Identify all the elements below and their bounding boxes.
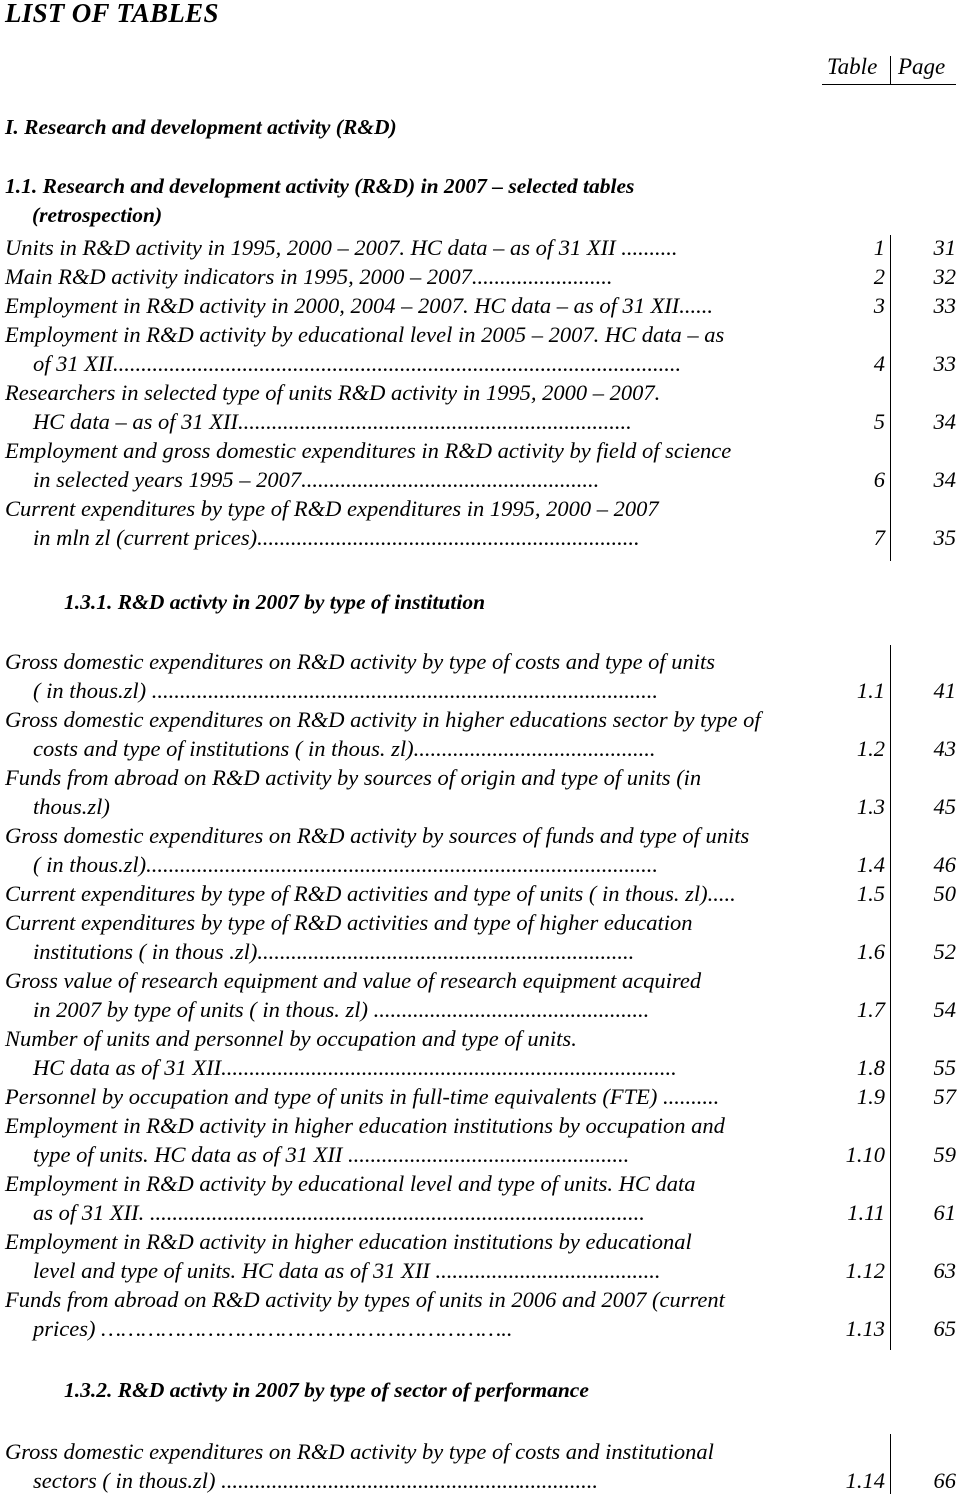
toc-entry-text: Number of units and personnel by occupation and type of units. [5, 1026, 577, 1051]
toc-page-number: 59 [933, 1142, 956, 1167]
toc-entry-text-cont-label: HC data as of 31 XII [33, 1055, 222, 1080]
toc-entry-title [0, 1437, 820, 1495]
toc-entry-text-cont [5, 1314, 820, 1343]
toc-leader-dots: ................................................. [367, 997, 650, 1022]
toc-entry-text-cont [5, 407, 820, 436]
toc-entry-text-cont [5, 734, 820, 763]
toc-table-number: 1.5 [856, 881, 885, 906]
toc-entry-text-cont-label: HC data – as of 31 XII [33, 409, 238, 434]
toc-table-number: 1.3 [856, 794, 885, 819]
toc-entry-text: Funds from abroad on R&D activity by sources of origin and type of units (in [5, 765, 702, 790]
toc-entry-text: Gross value of research equipment and value of research equipment acquired [5, 968, 702, 993]
toc-table-number: 1.12 [845, 1258, 885, 1283]
column-header-table: Table [827, 54, 878, 79]
toc-entry-text-cont-label: in selected years 1995 – 2007 [33, 467, 302, 492]
toc-entry-text: Gross domestic expenditures on R&D activity by type of costs and type of units [5, 649, 716, 674]
toc-table-number: 1.14 [845, 1468, 885, 1493]
toc-entry [0, 705, 960, 763]
toc-entry-text: Employment in R&D activity in higher education institutions by occupation and [5, 1113, 725, 1138]
toc-page-number: 63 [933, 1258, 956, 1283]
toc-entry-text-cont-label: sectors ( in thous.zl) [33, 1468, 216, 1493]
toc-entry-title [0, 966, 820, 1024]
toc-entry [0, 879, 960, 908]
toc-entry [0, 378, 960, 436]
toc-entry-text-cont [5, 349, 820, 378]
toc-entry [0, 291, 960, 320]
toc-entry-text-cont [5, 995, 820, 1024]
toc-entry-title [0, 879, 820, 908]
toc-entry-text-cont [5, 1053, 820, 1082]
toc-entry [0, 494, 960, 552]
toc-entry [0, 1024, 960, 1082]
toc-page-number: 43 [933, 736, 956, 761]
toc-entry-text: Gross domestic expenditures on R&D activity in higher educations sector by type of [5, 707, 761, 732]
toc-entry [0, 1227, 960, 1285]
toc-leader-dots: …………………………………………………….. [95, 1316, 513, 1341]
toc-page-number: 65 [933, 1316, 956, 1341]
toc-page-number: 61 [933, 1200, 956, 1225]
toc-entry [0, 966, 960, 1024]
toc-entry-text-cont-label: level and type of units. HC data as of 31 XII [33, 1258, 430, 1283]
toc-entry-title [0, 378, 820, 436]
toc-entry [0, 1111, 960, 1169]
toc-entry-title [0, 821, 820, 879]
toc-entry-text-cont [5, 1198, 820, 1227]
section-heading-1-1: 1.1. Research and development activity (R&D) in 2007 – selected tables [5, 174, 635, 198]
toc-page-number: 41 [933, 678, 956, 703]
toc-entry-text: Current expenditures by type of R&D expenditures in 1995, 2000 – 2007 [5, 496, 659, 521]
toc-entry-text: Researchers in selected type of units R&D activity in 1995, 2000 – 2007. [5, 380, 661, 405]
toc-entry [0, 1082, 960, 1111]
toc-page-number: 54 [933, 997, 956, 1022]
toc-entry-text: Employment in R&D activity in higher education institutions by educational [5, 1229, 692, 1254]
toc-table-number: 1.10 [845, 1142, 885, 1167]
toc-entry-text-cont [5, 465, 820, 494]
toc-entry-text: Employment in R&D activity by educational level and type of units. HC data [5, 1171, 696, 1196]
toc-entry-text: Employment in R&D activity in 2000, 2004 – 2007. HC data – as of 31 XII [5, 293, 680, 318]
toc-group-2 [0, 647, 960, 1343]
toc-entry-text: Units in R&D activity in 1995, 2000 – 2007. HC data – as of 31 XII [5, 235, 622, 260]
toc-entry-text-cont-label: ( in thous.zl) [33, 852, 147, 877]
toc-table-number: 2 [873, 264, 885, 289]
section-heading-1-1-cont: (retrospection) [32, 203, 163, 227]
toc-page-number: 52 [933, 939, 956, 964]
toc-leader-dots: .......... [657, 1084, 720, 1109]
toc-entry-text-cont-label: costs and type of institutions ( in thous. zl) [33, 736, 414, 761]
toc-entry-text-cont-label: of 31 XII [33, 351, 113, 376]
toc-entry-text-cont-label: in 2007 by type of units ( in thous. zl) [33, 997, 368, 1022]
section-heading-1-3-2: 1.3.2. R&D activty in 2007 by type of sector of performance [64, 1378, 589, 1402]
toc-entry-title [0, 908, 820, 966]
toc-entry [0, 320, 960, 378]
toc-table-number: 5 [873, 409, 885, 434]
toc-leader-dots: .................................................. [342, 1142, 630, 1167]
toc-leader-dots: ........................................................................................... [146, 852, 659, 877]
toc-entry-title [0, 262, 820, 291]
toc-entry [0, 908, 960, 966]
toc-page-number: 50 [933, 881, 956, 906]
toc-leader-dots: ...... [679, 293, 714, 318]
toc-leader-dots: ..................................................... [301, 467, 600, 492]
toc-entry [0, 763, 960, 821]
toc-entry-title [0, 320, 820, 378]
toc-leader-dots: ........................................ [429, 1258, 661, 1283]
toc-entry-text: Funds from abroad on R&D activity by types of units in 2006 and 2007 (current [5, 1287, 725, 1312]
toc-entry-text: Current expenditures by type of R&D activities and type of higher education [5, 910, 693, 935]
section-heading-1: I. Research and development activity (R&D) [5, 115, 397, 139]
toc-entry [0, 1169, 960, 1227]
toc-entry-text: Gross domestic expenditures on R&D activity by type of costs and institutional [5, 1439, 714, 1464]
toc-table-number: 1 [873, 235, 885, 260]
toc-table-number: 1.7 [856, 997, 885, 1022]
toc-leader-dots: .......................................................................................... [146, 678, 659, 703]
toc-table-number: 6 [873, 467, 885, 492]
toc-entry-text: Employment and gross domestic expenditures in R&D activity by field of science [5, 438, 732, 463]
toc-entry-title [0, 1082, 820, 1111]
toc-group-3 [0, 1437, 960, 1495]
toc-entry-title [0, 233, 820, 262]
toc-entry-text-cont [5, 676, 820, 705]
toc-entry-text-cont [5, 850, 820, 879]
toc-leader-dots: ..................................................................................................... [112, 351, 682, 376]
toc-entry-text-cont [5, 1466, 820, 1495]
toc-page-number: 35 [933, 525, 956, 550]
toc-entry-text-cont [5, 523, 820, 552]
toc-entry-title [0, 1169, 820, 1227]
toc-leader-dots: .......... [621, 235, 678, 260]
toc-leader-dots: ................................................................... [215, 1468, 598, 1493]
toc-table-number: 1.6 [856, 939, 885, 964]
toc-entry-title [0, 647, 820, 705]
toc-entry-text-cont [5, 792, 820, 821]
toc-entry-title [0, 763, 820, 821]
toc-leader-dots: ................................................................... [257, 939, 635, 964]
toc-table-number: 7 [873, 525, 885, 550]
toc-entry-title [0, 1024, 820, 1082]
toc-leader-dots: ........................................... [413, 736, 656, 761]
toc-entry-title [0, 1227, 820, 1285]
toc-page-number: 31 [933, 235, 956, 260]
toc-entry-text: Personnel by occupation and type of units in full-time equivalents (FTE) [5, 1084, 658, 1109]
toc-leader-dots: ...................................................................... [238, 409, 632, 434]
toc-page-number: 57 [933, 1084, 956, 1109]
toc-table-number: 1.8 [856, 1055, 885, 1080]
toc-entry-title [0, 291, 820, 320]
section-heading-1-3-1: 1.3.1. R&D activty in 2007 by type of institution [64, 590, 486, 614]
toc-table-number: 4 [873, 351, 885, 376]
toc-leader-dots: ........................................................................................ [149, 1200, 645, 1225]
toc-page-number: 55 [933, 1055, 956, 1080]
toc-page-number: 32 [933, 264, 956, 289]
toc-entry [0, 436, 960, 494]
toc-entry-text-cont [5, 1140, 820, 1169]
toc-entry-title [0, 705, 820, 763]
toc-table-number: 1.2 [856, 736, 885, 761]
toc-entry-text: Main R&D activity indicators in 1995, 2000 – 2007 [5, 264, 472, 289]
toc-table-number: 1.11 [847, 1200, 885, 1225]
toc-page-number: 34 [933, 467, 956, 492]
toc-entry-text: Current expenditures by type of R&D activities and type of units ( in thous. zl) [5, 881, 708, 906]
toc-entry-text-cont [5, 1256, 820, 1285]
toc-page-number: 33 [933, 293, 956, 318]
toc-page-number: 66 [933, 1468, 956, 1493]
toc-entry-text-cont-label: as of 31 XII. [33, 1200, 150, 1225]
toc-entry-text: Employment in R&D activity by educational level in 2005 – 2007. HC data – as [5, 322, 725, 347]
toc-entry-title [0, 494, 820, 552]
toc-group-1 [0, 233, 960, 552]
toc-entry-text-cont-label: institutions ( in thous .zl) [33, 939, 258, 964]
toc-entry-title [0, 1285, 820, 1343]
toc-entry-text-cont-label: type of units. HC data as of 31 XII [33, 1142, 343, 1167]
toc-table-number: 3 [873, 293, 885, 318]
toc-table-number: 1.13 [845, 1316, 885, 1341]
toc-table-number: 1.9 [856, 1084, 885, 1109]
toc-table-number: 1.4 [856, 852, 885, 877]
column-header-underline [822, 84, 956, 85]
toc-entry-title [0, 1111, 820, 1169]
toc-leader-dots: .................................................................... [257, 525, 640, 550]
toc-entry-text-cont [5, 937, 820, 966]
toc-entry [0, 233, 960, 262]
toc-table-number: 1.1 [856, 678, 885, 703]
toc-entry [0, 647, 960, 705]
column-header-divider [890, 56, 891, 84]
document-title: LIST OF TABLES [5, 0, 219, 28]
toc-page-number: 45 [933, 794, 956, 819]
toc-entry [0, 1285, 960, 1343]
toc-entry-text-cont-label: thous.zl) [33, 794, 110, 819]
toc-entry-text: Gross domestic expenditures on R&D activity by sources of funds and type of units [5, 823, 750, 848]
toc-entry [0, 1437, 960, 1495]
toc-leader-dots: ......................... [471, 264, 613, 289]
toc-page-number: 33 [933, 351, 956, 376]
toc-leader-dots: ................................................................................. [221, 1055, 677, 1080]
column-header-page: Page [898, 54, 946, 79]
toc-leader-dots: ..... [707, 881, 736, 906]
toc-entry-text-cont-label: prices) [33, 1316, 96, 1341]
toc-entry [0, 262, 960, 291]
toc-entry-title [0, 436, 820, 494]
toc-entry-text-cont-label: in mln zl (current prices) [33, 525, 258, 550]
toc-page-number: 34 [933, 409, 956, 434]
toc-page-number: 46 [933, 852, 956, 877]
toc-entry-text-cont-label: ( in thous.zl) [33, 678, 147, 703]
toc-entry [0, 821, 960, 879]
